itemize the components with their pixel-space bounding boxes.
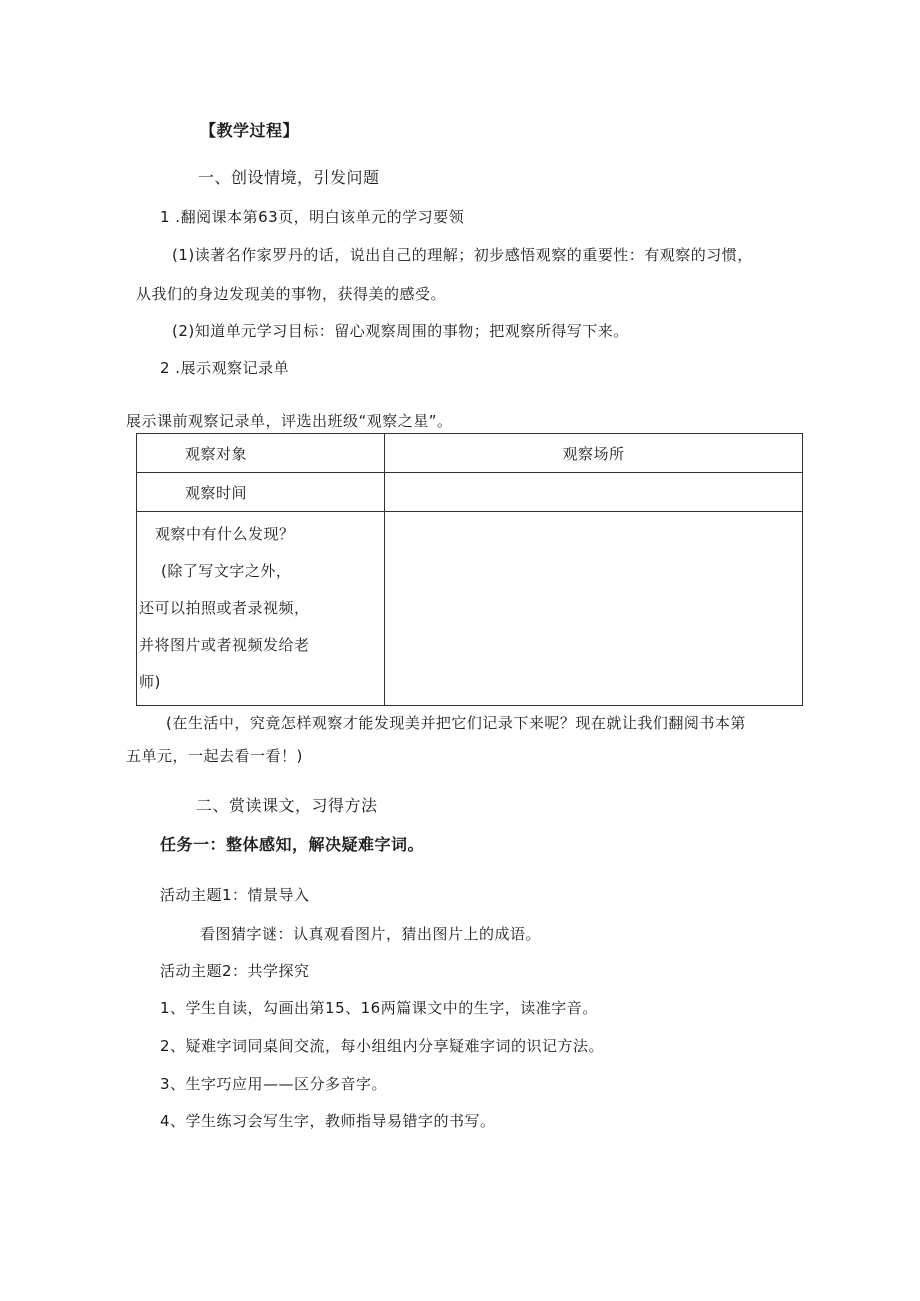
step-2: 2、疑难字词同桌间交流，每小组组内分享疑难字词的识记方法。 bbox=[160, 1037, 605, 1055]
activity-1: 活动主题1：情景导入 bbox=[160, 886, 310, 904]
label-observation-object: 观察对象 bbox=[137, 434, 385, 473]
section1-heading: 一、创设情境，引发问题 bbox=[198, 168, 380, 187]
item-1: 1 .翻阅课本第63页，明白该单元的学习要领 bbox=[160, 208, 465, 226]
point-2: (2)知道单元学习目标：留心观察周围的事物；把观察所得写下来。 bbox=[172, 322, 629, 340]
item-2: 2 .展示观察记录单 bbox=[160, 359, 290, 377]
activity-2: 活动主题2：共学探究 bbox=[160, 962, 310, 980]
step-1: 1、学生自读，勾画出第15、16两篇课文中的生字，读准字音。 bbox=[160, 999, 598, 1017]
label-observation-findings bbox=[137, 512, 385, 706]
label-observation-time: 观察时间 bbox=[137, 473, 385, 512]
findings-line: 并将图片或者视频发给老 bbox=[139, 636, 310, 654]
table-row bbox=[137, 473, 803, 512]
label-observation-place: 观察场所 bbox=[385, 434, 803, 473]
table-row bbox=[137, 434, 803, 473]
point-1-line-1: (1)读著名作家罗丹的话，说出自己的理解；初步感悟观察的重要性：有观察的习惯， bbox=[172, 246, 753, 264]
observation-findings-cell bbox=[385, 512, 803, 706]
transition-line-1: (在生活中，究竟怎样观察才能发现美并把它们记录下来呢？现在就让我们翻阅书本第 bbox=[166, 714, 746, 732]
point-1-line-2: 从我们的身边发现美的事物，获得美的感受。 bbox=[136, 285, 447, 303]
section2-heading: 二、赏读课文，习得方法 bbox=[196, 796, 378, 815]
findings-line: (除了写文字之外， bbox=[161, 562, 292, 580]
findings-line: 师) bbox=[139, 673, 161, 691]
table-row bbox=[137, 512, 803, 706]
section-title: 【教学过程】 bbox=[200, 121, 300, 140]
table-intro: 展示课前观察记录单，评选出班级“观察之星”。 bbox=[126, 412, 453, 430]
findings-line: 观察中有什么发现？ bbox=[155, 525, 295, 543]
observation-record-table bbox=[136, 433, 803, 706]
activity-1-desc: 看图猜字谜：认真观看图片，猜出图片上的成语。 bbox=[200, 925, 542, 943]
observation-time-cell bbox=[385, 473, 803, 512]
findings-line: 还可以拍照或者录视频， bbox=[139, 599, 310, 617]
step-3: 3、生字巧应用——区分多音字。 bbox=[160, 1075, 388, 1093]
step-4: 4、学生练习会写生字，教师指导易错字的书写。 bbox=[160, 1112, 496, 1130]
transition-line-2: 五单元，一起去看一看！) bbox=[126, 747, 303, 765]
task-1: 任务一：整体感知，解决疑难字词。 bbox=[160, 835, 425, 854]
